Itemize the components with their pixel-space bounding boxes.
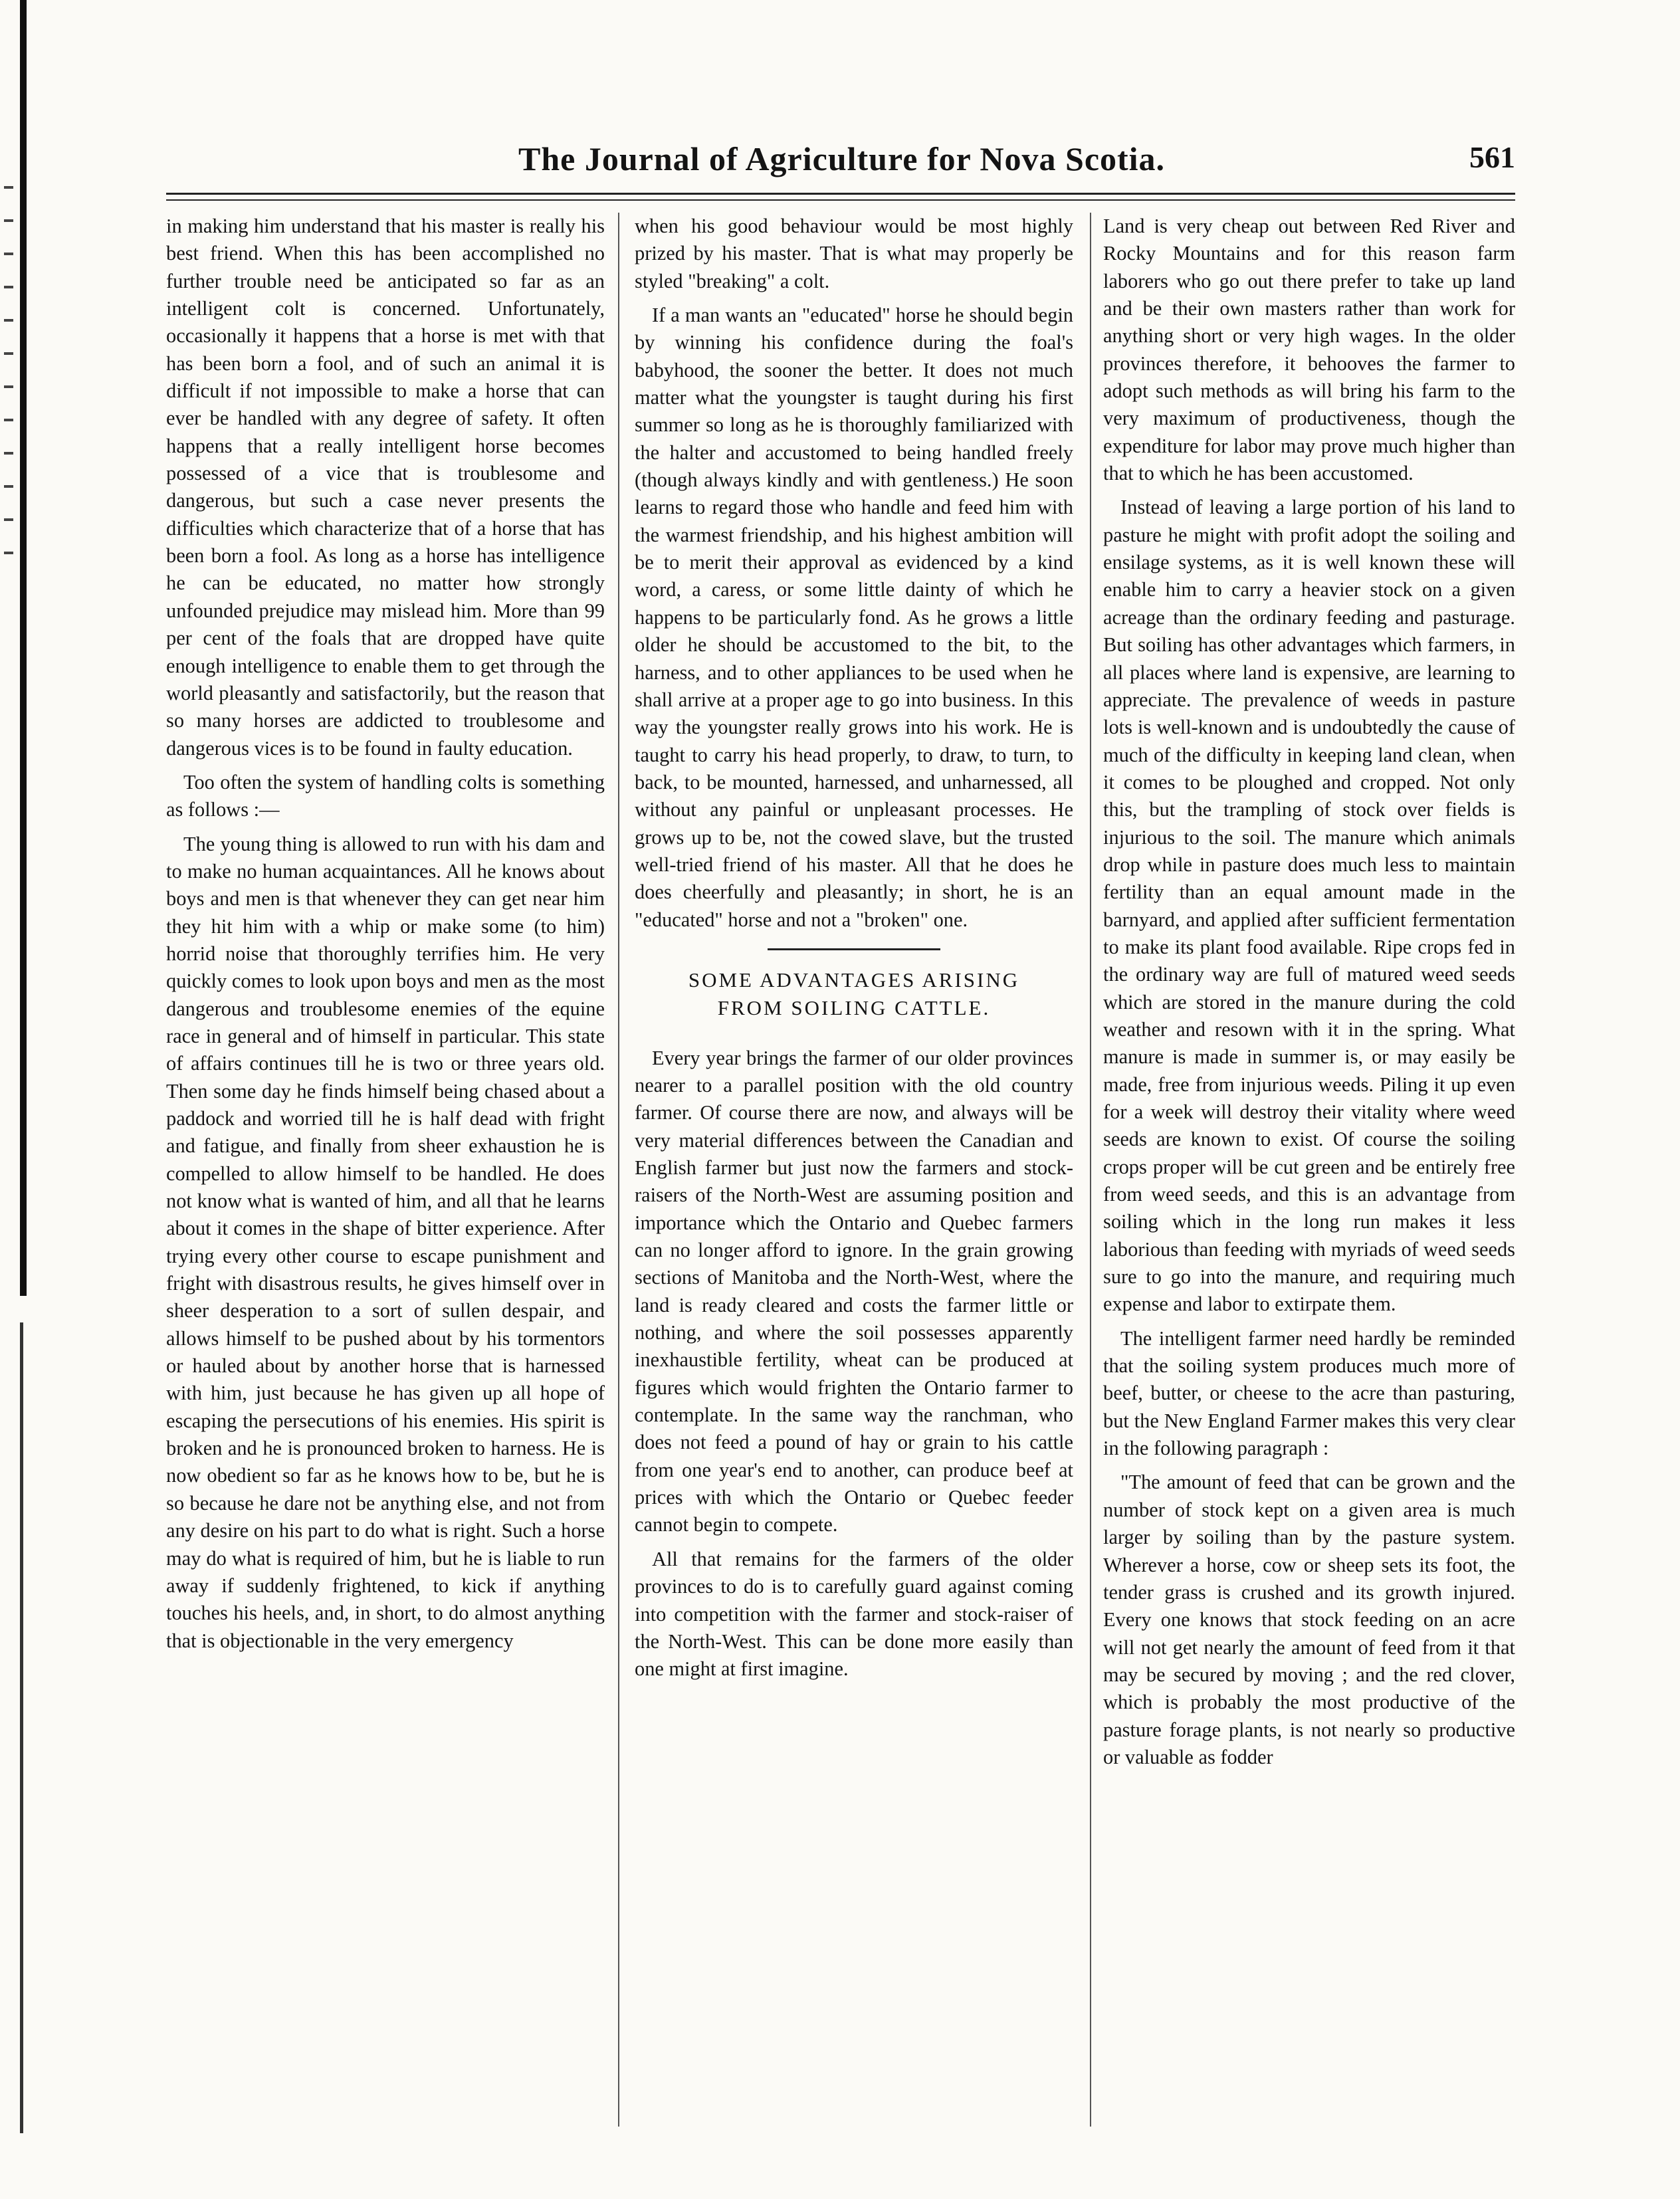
paragraph: Every year brings the farmer of our older provinces nearer to a parallel position with the old country farmer. Of course there are now, and always will be very material differences between the Canadian and English farmer but just now the farmers and stock-raisers of the North-West are assuming position and importance which the Ontario and Quebec farmers can no longer afford to ignore. In the grain growing sections of Manitoba and the North-West, where the land is ready cleared and costs the farmer little or nothing, and where the soil possesses apparently inexhaustible fertility, wheat can be produced at figures which would frighten the Ontario farmer to contemplate. In the same way the ranchman, who does not feed a pound of hay or grain to his cattle from one year's end to another, can produce beef at prices with which the Ontario or Quebec feeder cannot begin to compete. <box>635 1046 1073 1536</box>
header-rule-secondary <box>166 199 1515 201</box>
paragraph: Too often the system of handling colts is something as follows :— <box>166 770 605 821</box>
quoted-paragraph: "The amount of feed that can be grown and the number of stock kept on a given area is much larger by soiling than by the pasture system. Wherever a horse, cow or sheep sets its foot, the tender grass is crushed and its growth injured. Every one knows that stock feeding on an acre will not get nearly the amount of feed from it that may be secured by moving ; and the red clover, which is probably the most productive of the pasture forage plants, is not nearly so productive or valuable as fodder <box>1103 1471 1515 1768</box>
paragraph: The intelligent farmer need hardly be reminded that the soiling system produces much more of beef, butter, or cheese to the acre than pasturing, but the New England Farmer makes this very clear in the following paragraph : <box>1103 1326 1515 1460</box>
paragraph: If a man wants an "educated" horse he should begin by winning his confidence during the foal's babyhood, the sooner the better. It does not much matter what the youngster is taught during his first summer so long as he is thoroughly familiarized with the halter and accustomed to being handled freely (though always kindly and with gentleness.) He soon learns to regard those who handle and feed him with the warmest friendship, and his highest ambition will be to merit their approval as evidenced by a kind word, a caress, or some little dainty of which he happens to be particularly fond. As he grows a little older he should be accustomed to the bit, to the harness, and to other appliances to be used when he shall arrive at a proper age to go into business. In this way the youngster really grows into his work. He is taught to carry his head properly, to draw, to turn, to back, to be mounted, harnessed, and unharnessed, all without any painful or unpleasant processes. He grows up to be, not the cowed slave, but the trusted well-tried friend of his master. All that he does he does cheerfully and pleasantly; in short, he is an "educated" horse and not a "broken" one. <box>635 304 1073 931</box>
section-divider <box>768 948 940 950</box>
paragraph: when his good behaviour would be most highly prized by his master. That is what may properly be styled "breaking" a colt. <box>635 215 1073 292</box>
facing-page-bleed-marks <box>0 186 16 718</box>
column-2 <box>635 213 1073 1690</box>
running-title: The Journal of Agriculture for Nova Scotia. <box>518 140 1166 177</box>
section-heading-line: FROM SOILING CATTLE. <box>717 995 991 1019</box>
header-rule <box>166 193 1515 195</box>
page-header <box>166 140 1515 186</box>
section-heading-line: SOME ADVANTAGES ARISING <box>688 968 1020 992</box>
binding-edge-rule-lower <box>20 1322 23 2133</box>
column-divider <box>1090 213 1091 2127</box>
paragraph: Land is very cheap out between Red River and Rocky Mountains and for this reason farm laborers who go out there prefer to take up land and be their own masters rather than work for anything short or very high wages. In the older provinces therefore, it behooves the farmer to adopt such methods as will bring his farm to the very maximum of productiveness, though the expenditure for labor may prove much higher than that to which he has been accustomed. <box>1103 215 1515 485</box>
paragraph: Instead of leaving a large portion of his land to pasture he might with profit adopt the soiling and ensilage systems, as it is well known these will enable him to carry a heavier stock on a given acreage than the ordinary feeding and pasturage. But soiling has other advantages which farmers, in all places where land is expensive, are learning to appreciate. The prevalence of weeds in pasture lots is well-known and is undoubtedly the cause of much of the difficulty in keeping land clean, when it comes to be ploughed and cropped. Not only this, but the trampling of stock over fields is injurious to the soil. The manure which animals drop while in pasture does much less to maintain fertility than an equal amount made in the barnyard, and applied after sufficient fermentation to make its plant food available. Ripe crops fed in the ordinary way are full of matured weed seeds which are stored in the manure during the cold weather and resown with it in the spring. What manure is made in summer is, or may easily be made, free from injurious weeds. Piling it up even for a week will destroy their vitality where weed seeds are known to exist. Of course the soiling crops proper will be cut green and be entirely free from weed seeds, and this is an advantage from soiling which in the long run makes it less laborious than feeding with myriads of weed seeds sure to go into the manure, and requiring much expense and labor to extirpate them. <box>1103 496 1515 1316</box>
column-divider <box>618 213 619 2127</box>
page-number: 561 <box>1469 140 1515 174</box>
paragraph: in making him understand that his master is really his best friend. When this has been accomplished no further trouble need be anticipated so far as an intelligent colt is concerned. Unfortunately, occasionally it happens that a horse is met with that has been born a fool, and of such an animal it is difficult if not impossible to make a horse that can ever be handled with any degree of safety. It often happens that a really intelligent horse becomes possessed of a vice that is troublesome and dangerous, but such a case never presents the difficulties which characterize that of a horse that has been born a fool. As long as a horse has intelligence he can be educated, no matter how strongly unfounded prejudice may mislead him. More than 99 per cent of the foals that are dropped have quite enough intelligence to enable them to get through the world pleasantly and satisfactorily, but the reason that so many horses are addicted to troublesome and dangerous vices is to be found in faulty education. <box>166 215 605 760</box>
paragraph: The young thing is allowed to run with his dam and to make no human acquaintances. All he knows about boys and men is that whenever they can get near him they hit him with a whip or make some (to him) horrid noise that thoroughly terrifies him. He very quickly comes to look upon boys and men as the most dangerous and troublesome enemies of the equine race in general and of himself in particular. This state of affairs continues till he is two or three years old. Then some day he finds himself being chased about a paddock and worried till he is half dead with fright and fatigue, and finally from sheer exhaustion he is compelled to allow himself to be handled. He does not know what is wanted of him, and all that he learns about it comes in the shape of bitter experience. After trying every other course to escape punishment and fright with disastrous results, he gives himself over in sheer desperation to a sort of sullen despair, and allows himself to be pushed about by his tormentors or hauled about by another horse that is harnessed with him, just because he has given up all hope of escaping the persecutions of his enemies. His spirit is broken and he is pronounced broken to harness. He is now obedient so far as he knows how to be, but he is so because he dare not be anything else, and not from any desire on his part to do what is right. Such a horse may do what is required of him, but he is liable to run away if suddenly frightened, to kick if anything touches his heels, and, in short, to do almost anything that is objectionable in the very emergency <box>166 832 605 1652</box>
binding-edge-rule <box>20 0 27 1296</box>
section-heading <box>635 966 1073 1022</box>
column-1 <box>166 213 605 1661</box>
paragraph: All that remains for the farmers of the older provinces to do is to carefully guard against coming into competition with the farmer and stock-raiser of the North-West. This can be done more easily than one might at first imagine. <box>635 1547 1073 1681</box>
column-3 <box>1103 213 1515 1778</box>
